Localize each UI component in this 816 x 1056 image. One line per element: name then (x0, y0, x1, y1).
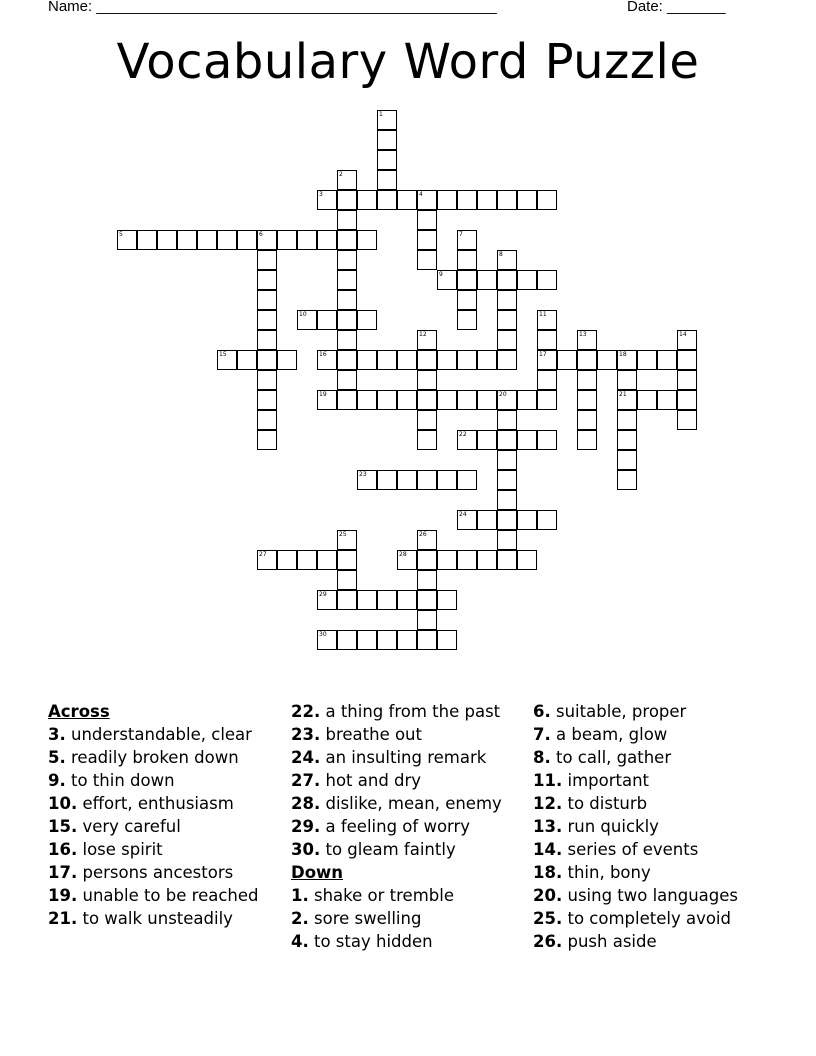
clue-down-8: 8. to call, gather (533, 748, 672, 767)
grid-cell[interactable] (377, 630, 397, 650)
grid-clue-number: 10 (299, 311, 307, 318)
grid-clue-number: 2 (339, 171, 343, 178)
grid-cell[interactable] (357, 230, 377, 250)
grid-cell[interactable] (657, 390, 677, 410)
grid-clue-number: 8 (499, 251, 503, 258)
grid-cell[interactable] (497, 510, 517, 530)
grid-cell[interactable] (377, 190, 397, 210)
grid-cell[interactable] (377, 130, 397, 150)
grid-cell[interactable] (337, 350, 357, 370)
grid-cell[interactable] (397, 590, 417, 610)
grid-cell[interactable] (657, 350, 677, 370)
grid-cell[interactable] (497, 390, 517, 410)
grid-cell[interactable] (417, 330, 437, 350)
grid-cell[interactable] (477, 190, 497, 210)
clue-across-24: 24. an insulting remark (291, 748, 487, 767)
grid-cell[interactable] (377, 170, 397, 190)
grid-cell[interactable] (677, 330, 697, 350)
grid-cell[interactable] (617, 390, 637, 410)
grid-cell[interactable] (417, 610, 437, 630)
clue-down-7: 7. a beam, glow (533, 725, 668, 744)
grid-clue-number: 12 (419, 331, 427, 338)
grid-cell[interactable] (337, 570, 357, 590)
grid-cell[interactable] (417, 630, 437, 650)
clue-down-2: 2. sore swelling (291, 909, 422, 928)
grid-clue-number: 19 (319, 391, 327, 398)
grid-clue-number: 5 (119, 231, 123, 238)
grid-clue-number: 17 (539, 351, 547, 358)
grid-cell[interactable] (517, 190, 537, 210)
name-field-label: Name: ________________________________________________ (48, 0, 497, 15)
grid-cell[interactable] (277, 230, 297, 250)
grid-cell[interactable] (337, 590, 357, 610)
grid-cell[interactable] (537, 390, 557, 410)
grid-cell[interactable] (417, 430, 437, 450)
grid-cell[interactable] (617, 350, 637, 370)
grid-cell[interactable] (297, 310, 317, 330)
grid-cell[interactable] (397, 390, 417, 410)
grid-cell[interactable] (257, 330, 277, 350)
grid-cell[interactable] (637, 350, 657, 370)
grid-cell[interactable] (437, 190, 457, 210)
grid-clue-number: 24 (459, 511, 467, 518)
grid-cell[interactable] (417, 370, 437, 390)
grid-clue-number: 23 (359, 471, 367, 478)
grid-cell[interactable] (317, 550, 337, 570)
grid-cell[interactable] (237, 350, 257, 370)
grid-cell[interactable] (457, 250, 477, 270)
grid-cell[interactable] (237, 230, 257, 250)
grid-cell[interactable] (437, 270, 457, 290)
grid-cell[interactable] (617, 450, 637, 470)
grid-cell[interactable] (357, 310, 377, 330)
clue-across-5: 5. readily broken down (48, 748, 239, 767)
grid-cell[interactable] (197, 230, 217, 250)
grid-cell[interactable] (377, 150, 397, 170)
grid-cell[interactable] (297, 230, 317, 250)
grid-cell[interactable] (617, 370, 637, 390)
grid-cell[interactable] (317, 230, 337, 250)
grid-clue-number: 22 (459, 431, 467, 438)
grid-cell[interactable] (677, 390, 697, 410)
grid-cell[interactable] (337, 390, 357, 410)
grid-cell[interactable] (537, 370, 557, 390)
grid-cell[interactable] (217, 230, 237, 250)
grid-cell[interactable] (357, 350, 377, 370)
grid-cell[interactable] (377, 470, 397, 490)
date-field-label: Date: _______ (627, 0, 726, 15)
grid-clue-number: 18 (619, 351, 627, 358)
grid-cell[interactable] (497, 290, 517, 310)
grid-cell[interactable] (577, 370, 597, 390)
grid-clue-number: 11 (539, 311, 547, 318)
grid-cell[interactable] (517, 430, 537, 450)
grid-clue-number: 4 (419, 191, 423, 198)
grid-cell[interactable] (417, 190, 437, 210)
grid-cell[interactable] (537, 430, 557, 450)
grid-cell[interactable] (337, 310, 357, 330)
grid-cell[interactable] (477, 270, 497, 290)
grid-cell[interactable] (497, 490, 517, 510)
grid-cell[interactable] (317, 190, 337, 210)
grid-cell[interactable] (677, 410, 697, 430)
clue-across-23: 23. breathe out (291, 725, 422, 744)
grid-cell[interactable] (457, 510, 477, 530)
grid-cell[interactable] (377, 390, 397, 410)
grid-cell[interactable] (337, 290, 357, 310)
grid-cell[interactable] (337, 530, 357, 550)
clue-across-30: 30. to gleam faintly (291, 840, 456, 859)
grid-cell[interactable] (437, 350, 457, 370)
grid-cell[interactable] (337, 190, 357, 210)
grid-cell[interactable] (297, 550, 317, 570)
grid-cell[interactable] (577, 430, 597, 450)
grid-cell[interactable] (157, 230, 177, 250)
grid-clue-number: 13 (579, 331, 587, 338)
grid-cell[interactable] (457, 430, 477, 450)
grid-clue-number: 14 (679, 331, 687, 338)
clue-column-2 (291, 702, 531, 955)
grid-cell[interactable] (457, 290, 477, 310)
grid-clue-number: 3 (319, 191, 323, 198)
grid-cell[interactable] (597, 350, 617, 370)
grid-cell[interactable] (417, 350, 437, 370)
grid-cell[interactable] (417, 210, 437, 230)
grid-cell[interactable] (517, 550, 537, 570)
grid-cell[interactable] (357, 470, 377, 490)
page-title: Vocabulary Word Puzzle (116, 34, 700, 90)
grid-cell[interactable] (417, 390, 437, 410)
grid-cell[interactable] (257, 550, 277, 570)
grid-cell[interactable] (477, 350, 497, 370)
grid-cell[interactable] (417, 410, 437, 430)
grid-cell[interactable] (497, 430, 517, 450)
grid-cell[interactable] (337, 250, 357, 270)
grid-clue-number: 25 (339, 531, 347, 538)
grid-cell[interactable] (437, 390, 457, 410)
grid-cell[interactable] (397, 350, 417, 370)
clue-down-11: 11. important (533, 771, 650, 790)
grid-cell[interactable] (257, 390, 277, 410)
grid-cell[interactable] (397, 470, 417, 490)
grid-cell[interactable] (497, 470, 517, 490)
grid-cell[interactable] (537, 330, 557, 350)
grid-cell[interactable] (537, 350, 557, 370)
grid-cell[interactable] (257, 410, 277, 430)
grid-cell[interactable] (537, 190, 557, 210)
clue-across-10: 10. effort, enthusiasm (48, 794, 234, 813)
grid-cell[interactable] (357, 390, 377, 410)
clue-across-17: 17. persons ancestors (48, 863, 234, 882)
grid-cell[interactable] (677, 370, 697, 390)
grid-cell[interactable] (457, 270, 477, 290)
grid-cell[interactable] (577, 410, 597, 430)
grid-cell[interactable] (497, 330, 517, 350)
grid-cell[interactable] (457, 230, 477, 250)
clue-down-26: 26. push aside (533, 932, 657, 951)
clue-across-29: 29. a feeling of worry (291, 817, 471, 836)
grid-cell[interactable] (577, 390, 597, 410)
clue-across-27: 27. hot and dry (291, 771, 422, 790)
clue-across-21: 21. to walk unsteadily (48, 909, 233, 928)
grid-cell[interactable] (637, 390, 657, 410)
grid-cell[interactable] (517, 270, 537, 290)
grid-cell[interactable] (497, 270, 517, 290)
grid-cell[interactable] (317, 630, 337, 650)
grid-cell[interactable] (537, 310, 557, 330)
grid-cell[interactable] (377, 590, 397, 610)
clue-across-16: 16. lose spirit (48, 840, 163, 859)
grid-cell[interactable] (457, 190, 477, 210)
grid-cell[interactable] (257, 230, 277, 250)
grid-clue-number: 6 (259, 231, 263, 238)
grid-cell[interactable] (677, 350, 697, 370)
grid-cell[interactable] (337, 210, 357, 230)
grid-cell[interactable] (397, 190, 417, 210)
grid-cell[interactable] (497, 410, 517, 430)
grid-cell[interactable] (337, 550, 357, 570)
grid-cell[interactable] (557, 350, 577, 370)
grid-cell[interactable] (457, 350, 477, 370)
grid-clue-number: 26 (419, 531, 427, 538)
grid-cell[interactable] (117, 230, 137, 250)
grid-cell[interactable] (317, 350, 337, 370)
grid-clue-number: 28 (399, 551, 407, 558)
grid-cell[interactable] (357, 190, 377, 210)
grid-cell[interactable] (497, 350, 517, 370)
crossword-grid (117, 110, 699, 652)
grid-clue-number: 15 (219, 351, 227, 358)
grid-cell[interactable] (497, 250, 517, 270)
grid-cell[interactable] (477, 430, 497, 450)
grid-cell[interactable] (217, 350, 237, 370)
grid-cell[interactable] (317, 390, 337, 410)
grid-cell[interactable] (337, 330, 357, 350)
grid-cell[interactable] (517, 510, 537, 530)
grid-cell[interactable] (257, 270, 277, 290)
grid-cell[interactable] (397, 630, 417, 650)
grid-cell[interactable] (417, 590, 437, 610)
grid-cell[interactable] (497, 450, 517, 470)
grid-cell[interactable] (257, 370, 277, 390)
grid-cell[interactable] (257, 310, 277, 330)
grid-cell[interactable] (417, 250, 437, 270)
grid-cell[interactable] (137, 230, 157, 250)
grid-clue-number: 9 (439, 271, 443, 278)
clue-column-1 (48, 702, 288, 932)
grid-cell[interactable] (377, 350, 397, 370)
grid-cell[interactable] (317, 310, 337, 330)
clue-down-20: 20. using two languages (533, 886, 739, 905)
grid-cell[interactable] (397, 550, 417, 570)
grid-clue-number: 29 (319, 591, 327, 598)
grid-cell[interactable] (417, 530, 437, 550)
clue-down-6: 6. suitable, proper (533, 702, 687, 721)
grid-cell[interactable] (577, 330, 597, 350)
grid-cell[interactable] (357, 630, 377, 650)
grid-clue-number: 30 (319, 631, 327, 638)
grid-cell[interactable] (257, 350, 277, 370)
grid-clue-number: 21 (619, 391, 627, 398)
grid-clue-number: 20 (499, 391, 507, 398)
grid-cell[interactable] (257, 250, 277, 270)
grid-cell[interactable] (377, 110, 397, 130)
grid-cell[interactable] (337, 370, 357, 390)
clue-across-28: 28. dislike, mean, enemy (291, 794, 502, 813)
grid-clue-number: 16 (319, 351, 327, 358)
clue-down-4: 4. to stay hidden (291, 932, 433, 951)
grid-cell[interactable] (477, 510, 497, 530)
down-heading: Down (291, 863, 344, 882)
grid-cell[interactable] (477, 390, 497, 410)
clue-down-25: 25. to completely avoid (533, 909, 731, 928)
clue-down-18: 18. thin, bony (533, 863, 651, 882)
grid-clue-number: 1 (379, 111, 383, 118)
grid-cell[interactable] (617, 410, 637, 430)
grid-cell[interactable] (497, 310, 517, 330)
grid-cell[interactable] (257, 290, 277, 310)
clue-down-14: 14. series of events (533, 840, 699, 859)
clue-across-15: 15. very careful (48, 817, 181, 836)
grid-cell[interactable] (517, 390, 537, 410)
grid-cell[interactable] (477, 550, 497, 570)
clue-across-22: 22. a thing from the past (291, 702, 501, 721)
grid-cell[interactable] (317, 590, 337, 610)
grid-cell[interactable] (277, 350, 297, 370)
grid-cell[interactable] (497, 550, 517, 570)
grid-cell[interactable] (417, 550, 437, 570)
grid-cell[interactable] (277, 550, 297, 570)
grid-cell[interactable] (177, 230, 197, 250)
grid-clue-number: 27 (259, 551, 267, 558)
clue-across-19: 19. unable to be reached (48, 886, 259, 905)
grid-cell[interactable] (357, 590, 377, 610)
grid-cell[interactable] (337, 630, 357, 650)
grid-cell[interactable] (437, 630, 457, 650)
clue-across-9: 9. to thin down (48, 771, 175, 790)
grid-cell[interactable] (337, 170, 357, 190)
grid-cell[interactable] (537, 270, 557, 290)
grid-cell[interactable] (457, 390, 477, 410)
grid-cell[interactable] (537, 510, 557, 530)
clue-column-3 (533, 702, 773, 955)
clue-across-3: 3. understandable, clear (48, 725, 252, 744)
grid-cell[interactable] (437, 550, 457, 570)
grid-cell[interactable] (457, 550, 477, 570)
grid-cell[interactable] (617, 470, 637, 490)
clue-down-12: 12. to disturb (533, 794, 648, 813)
grid-cell[interactable] (577, 350, 597, 370)
grid-cell[interactable] (457, 470, 477, 490)
grid-cell[interactable] (457, 310, 477, 330)
grid-cell[interactable] (437, 470, 457, 490)
grid-cell[interactable] (257, 430, 277, 450)
across-heading: Across (48, 702, 110, 721)
grid-clue-number: 7 (459, 231, 463, 238)
grid-cell[interactable] (417, 470, 437, 490)
grid-cell[interactable] (337, 270, 357, 290)
grid-cell[interactable] (497, 530, 517, 550)
grid-cell[interactable] (417, 570, 437, 590)
grid-cell[interactable] (497, 190, 517, 210)
clue-down-13: 13. run quickly (533, 817, 659, 836)
grid-cell[interactable] (437, 590, 457, 610)
clue-down-1: 1. shake or tremble (291, 886, 454, 905)
grid-cell[interactable] (417, 230, 437, 250)
grid-cell[interactable] (337, 230, 357, 250)
grid-cell[interactable] (617, 430, 637, 450)
